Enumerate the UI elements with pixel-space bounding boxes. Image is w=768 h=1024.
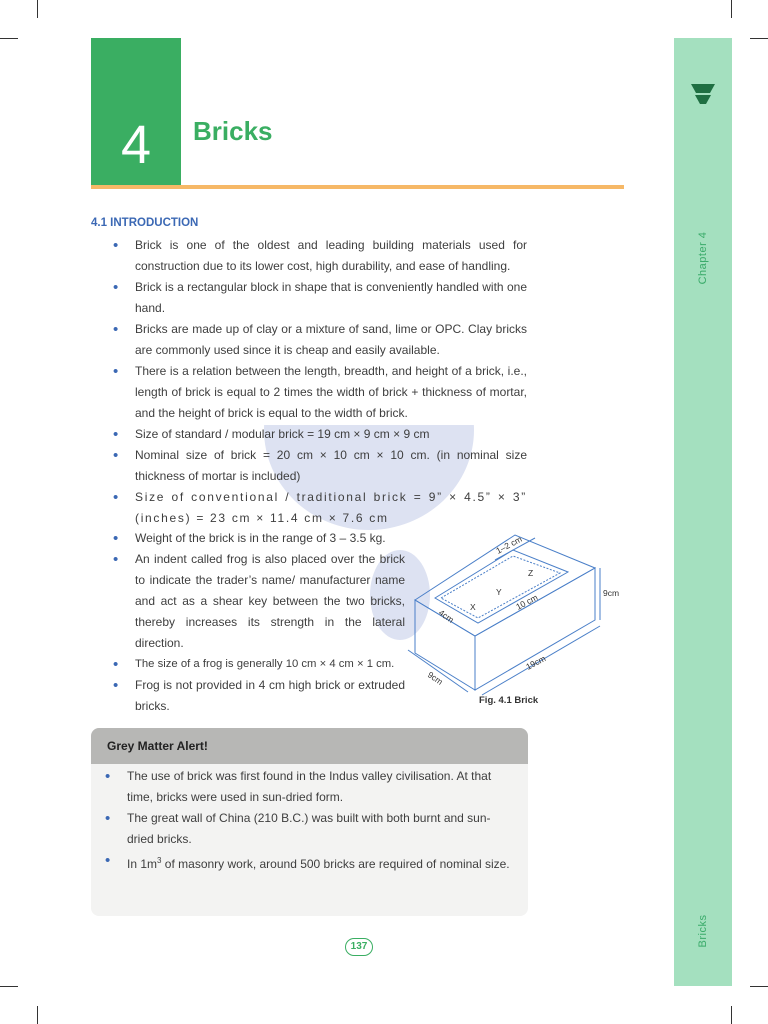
list-item: • Size of conventional / traditional brick = 9” × 4.5” × 3” (inches) = 23 cm × 11.4 cm × 7.6 cm (113, 487, 527, 529)
list-item: • Brick is a rectangular block in shape that is conveniently handled with one hand. (113, 277, 527, 319)
list-item: • There is a relation between the length, breadth, and height of a brick, i.e., length of brick is equal to 2 times the width of brick + thickness of mortar, and the height of brick is equal to the width of brick. (113, 361, 527, 424)
figure-caption: Fig. 4.1 Brick (479, 695, 539, 706)
frog-width-label: 4cm (436, 607, 456, 625)
frog-length-label: 10 cm (514, 592, 540, 612)
list-item: • The use of brick was first found in the Indus valley civilisation. At that time, bricks were used in sun-dried form. (105, 766, 510, 808)
brick-diagram (400, 528, 630, 698)
list-item: • Brick is one of the oldest and leading building materials used for construction due to its lower cost, high durability, and ease of handling. (113, 235, 527, 277)
crop-mark (750, 986, 768, 987)
chapter-title: Bricks (193, 116, 273, 146)
list-item: • Weight of the brick is in the range of 3 – 3.5 kg. (113, 528, 405, 549)
crop-mark (0, 986, 18, 987)
list-item (105, 850, 510, 875)
crop-mark (37, 0, 38, 18)
crop-mark (37, 1006, 38, 1024)
list-item: • Frog is not provided in 4 cm high brick or extruded bricks. (113, 675, 405, 717)
alert-list (105, 766, 510, 875)
crop-mark (731, 1006, 732, 1024)
grey-matter-alert (91, 728, 528, 916)
length-label: 19cm (524, 653, 548, 672)
axis-z-label: Z (528, 568, 534, 578)
list-item: • Nominal size of brick = 20 cm × 10 cm × 10 cm. (in nominal size thickness of mortar is included) (113, 445, 527, 487)
alert-item-text: In 1m (127, 857, 158, 871)
axis-y-label: Y (496, 587, 502, 597)
page-number: 137 (345, 938, 373, 956)
height-label: 9cm (603, 588, 620, 598)
axis-x-label: X (470, 602, 476, 612)
frog-depth-label: 1–2 cm (494, 533, 524, 556)
alert-title: Grey Matter Alert! (91, 728, 528, 764)
crop-mark (731, 0, 732, 18)
width-label: 9cm (425, 669, 445, 687)
crop-mark (750, 38, 768, 39)
sidebar-topic-label: Bricks (697, 914, 709, 948)
list-item: • Bricks are made up of clay or a mixture of sand, lime or OPC. Clay bricks are commonly used since it is cheap and easily available. (113, 319, 527, 361)
crop-mark (0, 38, 18, 39)
list-item: • Size of standard / modular brick = 19 cm × 9 cm × 9 cm (113, 424, 527, 445)
alert-item-text: of masonry work, around 500 bricks are required of nominal size. (161, 857, 510, 871)
superscript: 3 (157, 856, 162, 865)
chapter-number-box (91, 38, 181, 186)
list-item: • The great wall of China (210 B.C.) was built with both burnt and sun-dried bricks. (105, 808, 510, 850)
list-item: • An indent called frog is also placed over the brick to indicate the trader’s name/ manufacturer name and act as a shear key between the two bricks, thereby increases its strength in the lateral direction. (113, 549, 405, 654)
title-underline (91, 185, 624, 189)
section-heading: 4.1 INTRODUCTION (91, 217, 199, 229)
intro-list-continued (113, 528, 405, 717)
list-item: • The size of a frog is generally 10 cm × 4 cm × 1 cm. (113, 654, 405, 675)
chapter-number: 4 (120, 115, 152, 175)
sidebar-chapter-label: Chapter 4 (697, 231, 709, 285)
logo-icon (690, 82, 716, 106)
chapter-sidebar (674, 38, 732, 986)
intro-list (113, 235, 527, 529)
